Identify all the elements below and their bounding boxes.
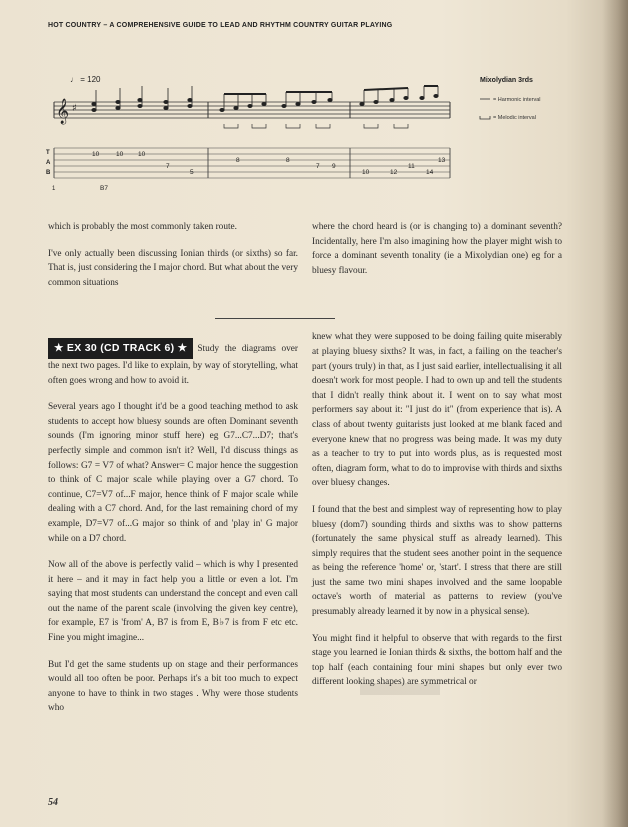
paragraph: Several years ago I thought it'd be a good teaching method to ask students to accept how bluesy sounds are often Dominant seventh sounds (I'm ignoring minor stuff here) eg G7...C7...D7; that's perfectly simple and common isn't it? Well, I'd discuss things as follows: G7 = V7 of what? Answer= C major hence the suggestion to think of C major scale while playing over a G7 chord. To continue, C7=V7 of...F major, hence think of F major scale while dealing with a C7 chord. And, for the last remaining chord of my example, D7=V7 of...G major so think of and 'play in' G major while on a D7 chord. — [48, 402, 298, 544]
legend-harmonic-text: = Harmonic interval — [493, 97, 541, 103]
paragraph: I found that the best and simplest way of representing how to play bluesy (dom7) sounding thirds and sixths was to show patterns (fortunately the same physical stuff as already learned). This simply requires that the student sees another point in the sequence as being the reference 'home' or, 'start'. I stress that there are still just the same two mini shapes involved and the same loopable octave's worth of material as patterns to review (you've presumably already learned it by now in a physical sense). — [312, 504, 562, 618]
tab-number: 13 — [438, 157, 446, 164]
tab-number: 10 — [92, 151, 100, 158]
tab-letter-b: B — [46, 170, 51, 176]
tab-number: 9 — [332, 163, 336, 170]
time-signature: ♯ — [72, 103, 77, 114]
tab-number: 7 — [316, 163, 320, 170]
tab-number: 14 — [426, 169, 434, 176]
running-head-brand: HOT COUNTRY — [48, 22, 102, 29]
paragraph: I've only actually been discussing Ionian thirds (or sixths) so far. That is, just considering the I major chord. But what about the very common situations — [48, 248, 298, 288]
example-intro: Study the diagrams over the next two pages. I'd like to explain, by way of storytelling, what often goes wrong and how to avoid it. — [48, 344, 298, 386]
tab-number: 8 — [286, 157, 290, 164]
paragraph: Now all of the above is perfectly valid – which is why I presented it here – and it may in fact help you a little or even a lot. I'm saying that most students can understand the concept and even call out the name of the parent scale (involving the given key centre), for example, E7 is 'from' A, B7 is from E, B♭7 is from F etc etc. Fine you might imagine... — [48, 560, 298, 644]
tab-number: 11 — [408, 163, 415, 170]
note-heads — [91, 94, 438, 112]
chord-symbol: B7 — [100, 185, 108, 192]
book-spine-shadow — [602, 0, 628, 827]
tab-letter-a: A — [46, 160, 51, 166]
tab-number: 7 — [166, 163, 170, 170]
page-number: 54 — [48, 797, 58, 808]
music-notation — [40, 66, 580, 198]
running-head — [48, 22, 392, 29]
beams — [224, 86, 438, 94]
tab-number: 12 — [390, 169, 398, 176]
paragraph: where the chord heard is (or is changing to) a dominant seventh? Incidentally, here I'm also imagining how the player might wish to force a dominant seventh tonality (ie a Mixolydian one) eg for a bluesy flavour. — [312, 222, 562, 276]
tab-number: 10 — [362, 169, 370, 176]
column-right — [312, 220, 562, 702]
legend-melodic-text: = Melodic interval — [493, 115, 536, 121]
column-left — [48, 220, 298, 728]
section-divider — [215, 318, 335, 319]
tab-number: 10 — [116, 151, 124, 158]
legend-title: Mixolydian 3rds — [480, 77, 533, 84]
tab-clef — [46, 150, 51, 176]
tempo-marking: ♩ = 120 — [70, 75, 101, 84]
tab-number: 5 — [190, 169, 194, 176]
bar-number: 1 — [52, 186, 56, 192]
tab-number: 8 — [236, 157, 240, 164]
paragraph: knew what they were supposed to be doing failing quite miserably at playing bluesy sixths? It was, in fact, a failing on the teacher's part (yours truly) in that, as I just said earlier, intellectualising it all doesn't work for most people. I had to own up and tell the students that I didn't really think about it. I went on to say what most performers say about it: "I just do it" (from experience that is). A class of about twenty guitarists just looked at me blank faced and everyone knew that no progress was being made. It was my duty as a teacher to try to put into words plus, as is requested most often, diagram form, what to do to improvise with thirds and sixths over bluesy changes. — [312, 332, 562, 489]
example-paragraph — [48, 338, 298, 388]
running-head-title: – A COMPREHENSIVE GUIDE TO LEAD AND RHYTHM COUNTRY GUITAR PLAYING — [101, 22, 393, 29]
paragraph: which is probably the most commonly taken route. — [48, 222, 238, 232]
paragraph: But I'd get the same students up on stage and their performances would all too often be poor. Perhaps it's a bit too much to expect anyone to have to think in two stages . Why were those students who — [48, 659, 298, 714]
treble-clef-icon: 𝄞 — [56, 99, 70, 124]
legend-melodic-marker — [480, 116, 490, 119]
melodic-brackets — [224, 124, 408, 128]
print-smudge — [360, 683, 440, 695]
example-header: ★ EX 30 (CD TRACK 6) ★ — [48, 338, 193, 359]
tab-number: 10 — [138, 151, 146, 158]
paragraph: You might find it helpful to observe that with regards to the first stage you learned ie Ionian thirds & sixths, the bottom half and the top half (each containing four mini shapes but only ever two different looking shapes) are symmetrical or — [312, 633, 562, 688]
tab-letter-t: T — [46, 150, 50, 156]
